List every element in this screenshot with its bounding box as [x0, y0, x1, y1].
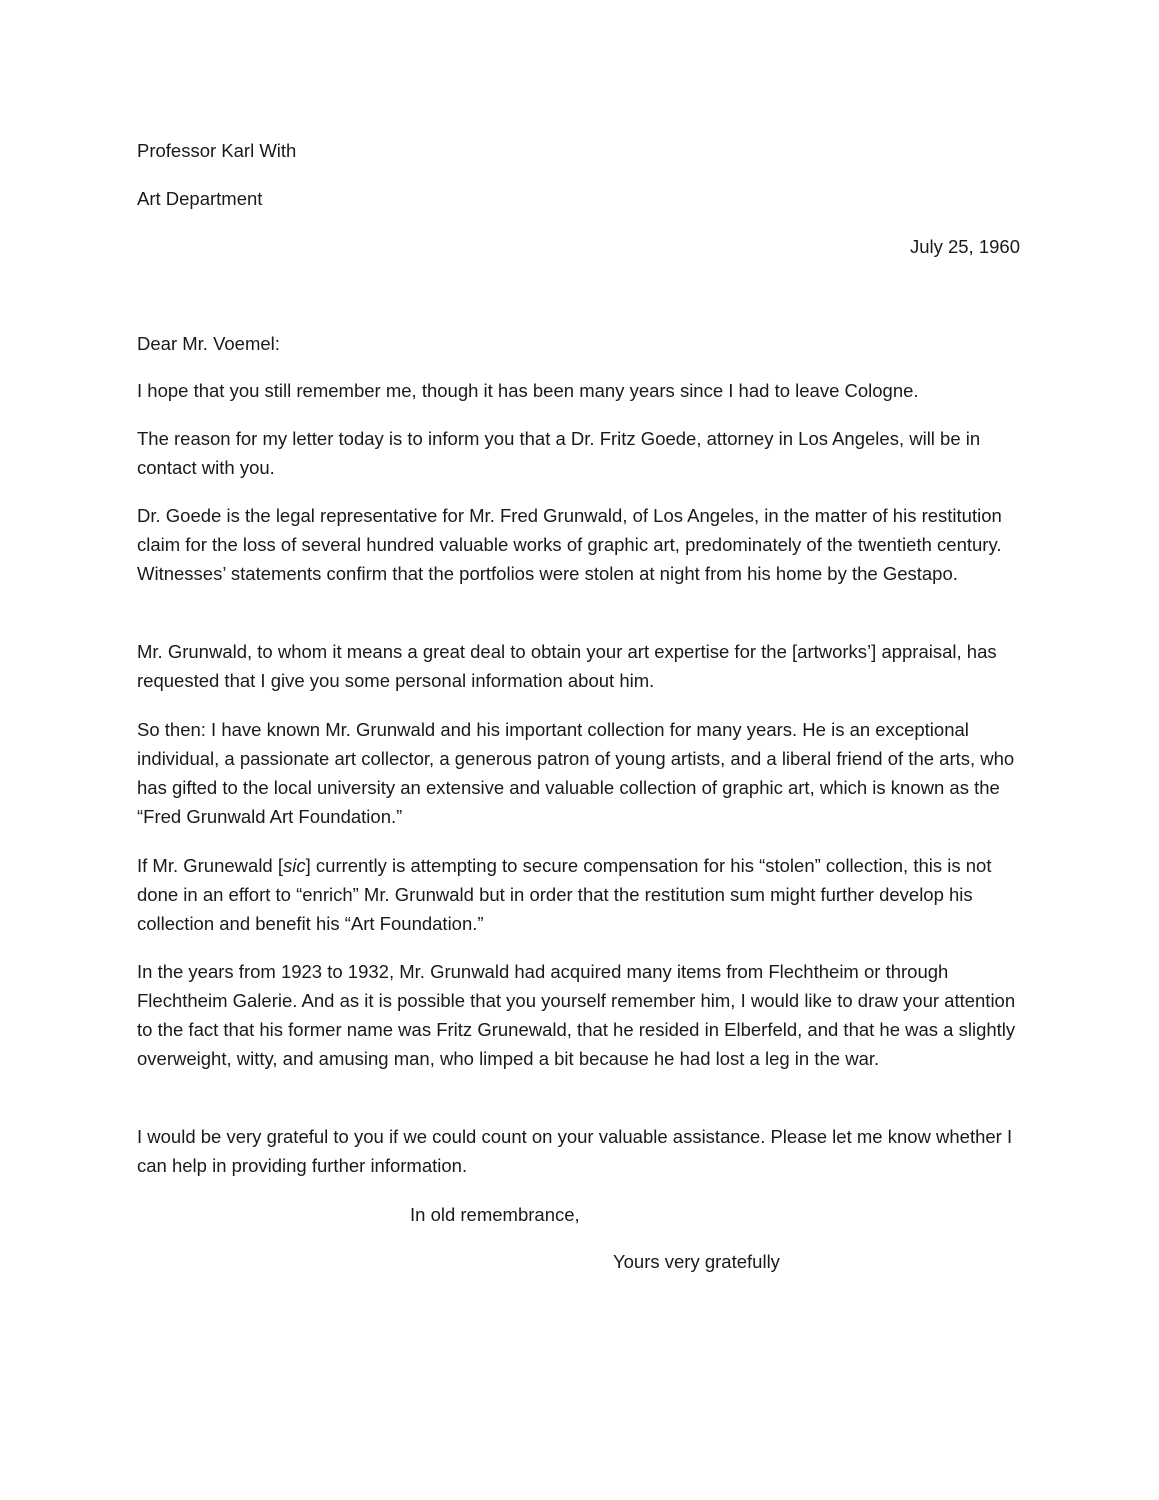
paragraph-8: I would be very grateful to you if we could count on your valuable assistance. Please let me know whether I can help in providing further information. [137, 1126, 1013, 1176]
paragraph-4: Mr. Grunwald, to whom it means a great deal to obtain your art expertise for the [artworks’] appraisal, has requested that I give you some personal information about him. [137, 641, 997, 691]
paragraph-1: I hope that you still remember me, though it has been many years since I had to leave Cologne. [137, 380, 919, 401]
closing-remembrance: In old remembrance, [410, 1204, 580, 1225]
salutation: Dear Mr. Voemel: [137, 333, 280, 354]
paragraph-3: Dr. Goede is the legal representative for Mr. Fred Grunwald, of Los Angeles, in the matter of his restitution claim for the loss of several hundred valuable works of graphic art, predominately of the twentieth century. Witnesses’ statements confirm that the portfolios were stolen at night from his home by the Gestapo. [137, 505, 1002, 584]
sic-annotation: sic [283, 855, 306, 876]
paragraph-6 [137, 851, 1022, 938]
paragraph-2: The reason for my letter today is to inform you that a Dr. Fritz Goede, attorney in Los Angeles, will be in contact with you. [137, 428, 981, 478]
letter-date: July 25, 1960 [909, 236, 1020, 257]
paragraph-7: In the years from 1923 to 1932, Mr. Grunwald had acquired many items from Flechtheim or through Flechtheim Galerie. And as it is possible that you yourself remember him, I would like to draw your attention to the fact that his former name was Fritz Grunewald, that he resided in Elberfeld, and that he was a slightly overweight, witty, and amusing man, who limped a bit because he had lost a leg in the war. [137, 961, 1016, 1069]
paragraph-6-start: If Mr. Grunewald [ [137, 855, 283, 876]
recipient-department: Art Department [137, 188, 263, 209]
paragraph-5: So then: I have known Mr. Grunwald and his important collection for many years. He is an exceptional individual, a passionate art collector, a generous patron of young artists, and a liberal friend of the arts, who has gifted to the local university an extensive and valuable collection of graphic art, which is known as the “Fred Grunwald Art Foundation.” [137, 719, 1015, 827]
closing-signoff: Yours very gratefully [613, 1251, 780, 1272]
recipient-name: Professor Karl With [137, 140, 297, 161]
paragraph-6-end: ] currently is attempting to secure compensation for his “stolen” collection, this is not done in an effort to “enrich” Mr. Grunwald but in order that the restitution sum might further develop his collection and benefit his “Art Foundation.” [137, 855, 992, 934]
